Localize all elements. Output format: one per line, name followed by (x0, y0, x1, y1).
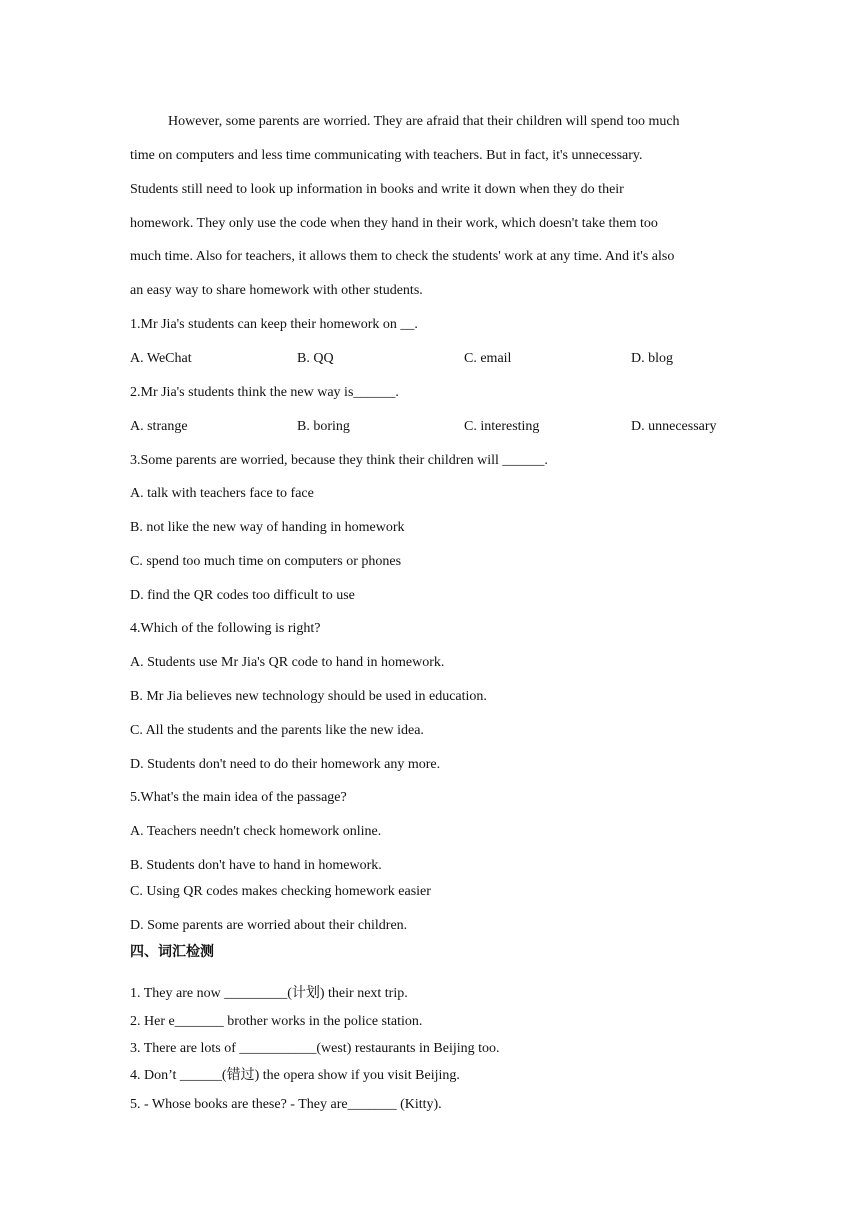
option-c: C. interesting (464, 419, 540, 434)
question-stem: 5.What's the main idea of the passage? (130, 790, 347, 805)
option-c: C. spend too much time on computers or phones (130, 554, 402, 569)
vocab-item: 2. Her e_______ brother works in the police station. (130, 1014, 423, 1029)
option-b: B. Mr Jia believes new technology should be used in education. (130, 689, 487, 704)
option-a: A. Students use Mr Jia's QR code to hand in homework. (130, 655, 445, 670)
passage-line: Students still need to look up information in books and write it down when they do their (130, 182, 624, 197)
passage-line: much time. Also for teachers, it allows them to check the students' work at any time. And it's also (130, 249, 675, 264)
option-d: D. Some parents are worried about their children. (130, 918, 408, 933)
question-stem: 2.Mr Jia's students think the new way is______. (130, 385, 399, 400)
question-stem: 4.Which of the following is right? (130, 621, 321, 636)
option-b: B. Students don't have to hand in homework. (130, 858, 382, 873)
question-stem: 3.Some parents are worried, because they think their children will ______. (130, 453, 548, 468)
passage-line: time on computers and less time communicating with teachers. But in fact, it's unnecessary. (130, 148, 643, 163)
passage-line: an easy way to share homework with other students. (130, 283, 423, 298)
passage-line: homework. They only use the code when they hand in their work, which doesn't take them too (130, 216, 658, 231)
vocab-item: 3. There are lots of ___________(west) restaurants in Beijing too. (130, 1041, 500, 1056)
section-heading: 四、词汇检测 (130, 944, 214, 960)
vocab-item: 5. - Whose books are these? - They are_______ (Kitty). (130, 1097, 442, 1112)
option-c: C. Using QR codes makes checking homework easier (130, 884, 431, 899)
question-stem: 1.Mr Jia's students can keep their homework on __. (130, 317, 418, 332)
option-d: D. unnecessary (631, 419, 717, 434)
option-b: B. boring (297, 419, 350, 434)
option-c: C. email (464, 351, 512, 366)
passage-line: However, some parents are worried. They are afraid that their children will spend too much (168, 114, 680, 129)
option-c: C. All the students and the parents like the new idea. (130, 723, 424, 738)
option-d: D. blog (631, 351, 673, 366)
option-a: A. strange (130, 419, 188, 434)
option-d: D. find the QR codes too difficult to use (130, 588, 355, 603)
option-d: D. Students don't need to do their homework any more. (130, 757, 441, 772)
vocab-item: 4. Don’t ______(错过) the opera show if you visit Beijing. (130, 1068, 460, 1083)
option-a: A. talk with teachers face to face (130, 486, 314, 501)
option-a: A. WeChat (130, 351, 192, 366)
vocab-item: 1. They are now _________(计划) their next trip. (130, 986, 408, 1001)
option-b: B. QQ (297, 351, 334, 366)
option-b: B. not like the new way of handing in homework (130, 520, 405, 535)
option-a: A. Teachers needn't check homework online. (130, 824, 382, 839)
